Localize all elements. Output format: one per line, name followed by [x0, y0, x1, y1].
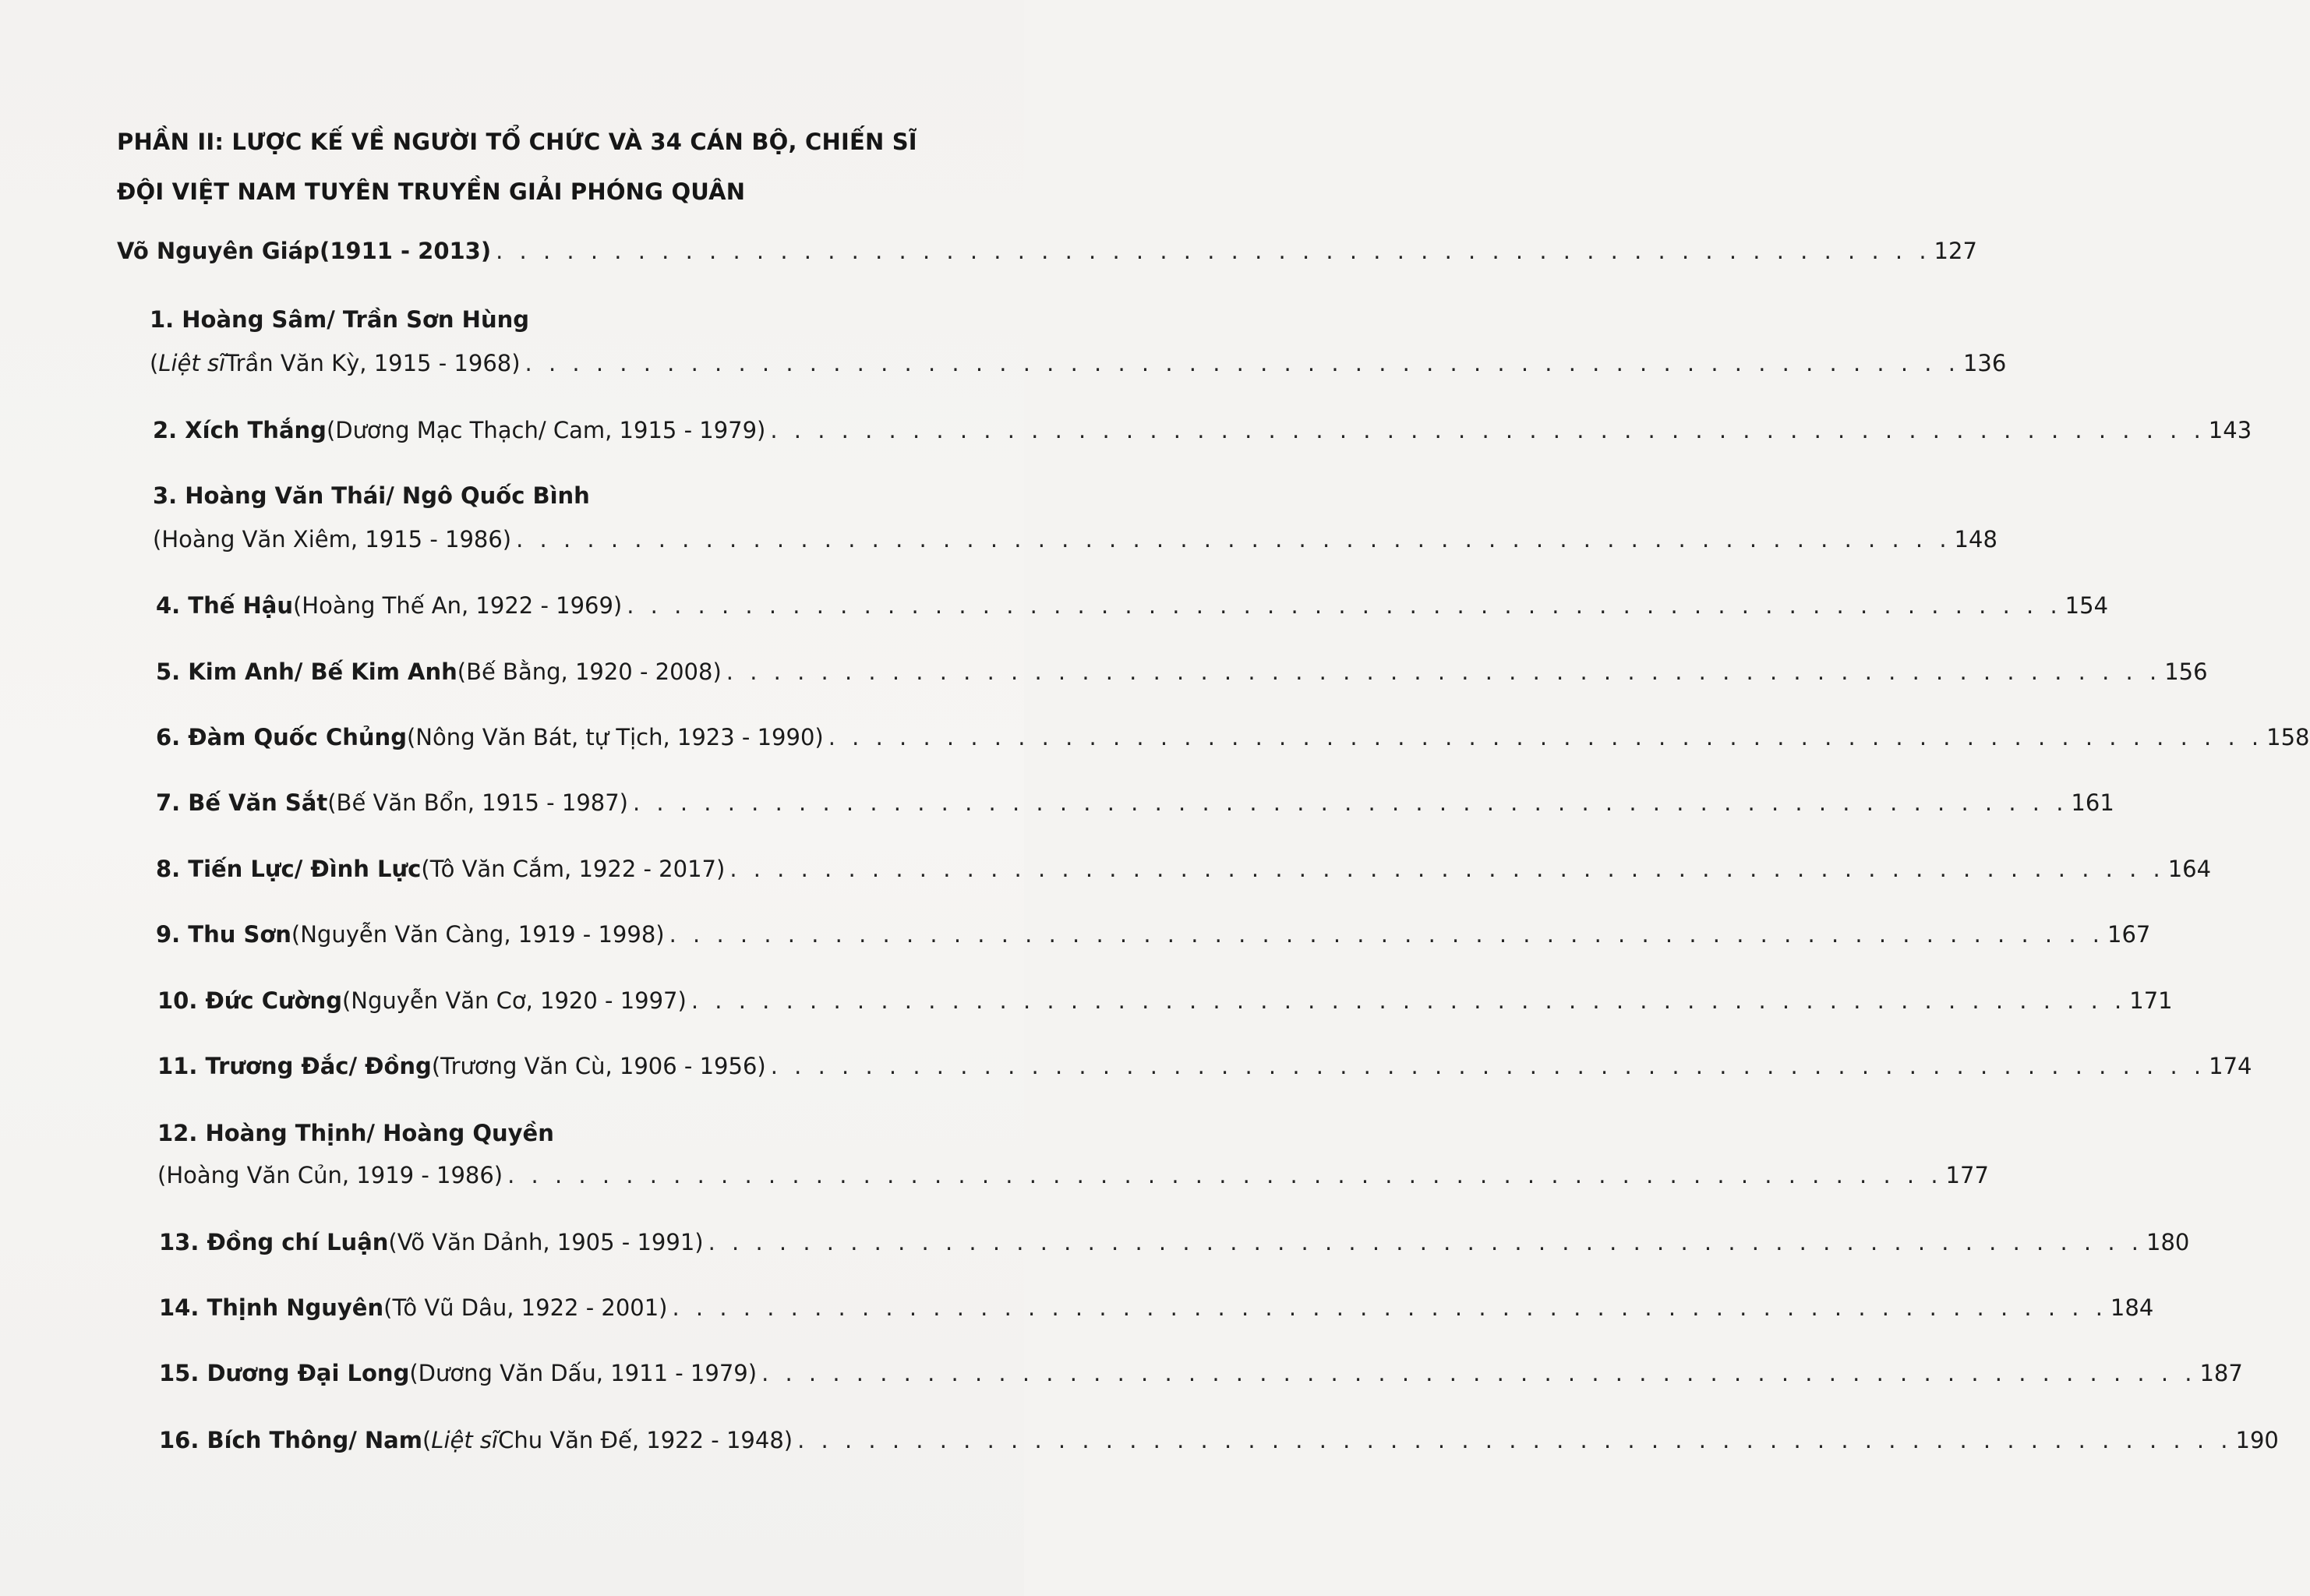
toc-entry-name: 7. Bế Văn Sắt [156, 789, 328, 816]
toc-entry-detail: Trần Văn Kỳ, 1915 - 1968) [225, 350, 521, 376]
toc-entry-open-paren: ( [422, 1427, 432, 1453]
toc-page-number: 174 [2209, 1053, 2252, 1079]
toc-entry-name: 15. Dương Đại Long [159, 1360, 410, 1386]
toc-entry-detail-italic: Liệt sĩ [431, 1427, 499, 1453]
toc-entry-detail: (Hoàng Thế An, 1922 - 1969) [292, 592, 623, 619]
toc-entry-detail: (1911 - 2013) [319, 238, 492, 264]
toc-entry-detail: (Hoàng Văn Xiêm, 1915 - 1986) [153, 526, 512, 553]
leader-dots: . . . . . . . . . . . . . . . . . . . . . . . . . . . . . . . . . . . . . . . . . . . . . . . . . . . . . . . . . . . . . [525, 350, 1960, 376]
toc-entry-detail: (Trương Văn Cù, 1906 - 1956) [431, 1053, 766, 1079]
toc-page-number: 127 [1934, 238, 1977, 264]
toc-entry-detail: (Võ Văn Dảnh, 1905 - 1991) [388, 1229, 704, 1255]
toc-entry-detail: (Dương Mạc Thạch/ Cam, 1915 - 1979) [326, 417, 766, 443]
toc-entry-detail: (Bế Văn Bổn, 1915 - 1987) [327, 789, 628, 816]
toc-page-number: 161 [2071, 789, 2114, 816]
toc-entry-detail: (Nông Văn Bát, tự Tịch, 1923 - 1990) [406, 724, 824, 750]
toc-page-number: 180 [2146, 1229, 2190, 1255]
toc-page-number: 154 [2065, 592, 2109, 619]
toc-page-number: 177 [1945, 1162, 1989, 1188]
toc-page-number: 148 [1954, 526, 1997, 553]
toc-page-number: 158 [2266, 724, 2310, 750]
toc-entry-detail: (Tô Văn Cắm, 1922 - 2017) [421, 856, 726, 882]
leader-dots: . . . . . . . . . . . . . . . . . . . . . . . . . . . . . . . . . . . . . . . . . . . . . . . . . . . . . . . . . . . . . [729, 856, 2165, 882]
toc-entry-open-paren: ( [150, 350, 159, 376]
toc-entry-name: 6. Đàm Quốc Chủng [156, 724, 407, 750]
toc-page-number: 164 [2167, 856, 2212, 882]
leader-dots: . . . . . . . . . . . . . . . . . . . . . . . . . . . . . . . . . . . . . . . . . . . . . . . . . . . . . . . . . . . . . [770, 417, 2206, 443]
toc-entry-name: 10. Đức Cường [157, 987, 342, 1014]
toc-entry-detail-italic: Liệt sĩ [158, 350, 226, 376]
toc-entry-name: 4. Thế Hậu [156, 592, 293, 619]
leader-dots: . . . . . . . . . . . . . . . . . . . . . . . . . . . . . . . . . . . . . . . . . . . . . . . . . . . . . . . . . . . . . [770, 1053, 2206, 1079]
toc-entry-name: 16. Bích Thông/ Nam [159, 1427, 422, 1453]
toc-entry-detail: Chu Văn Đế, 1922 - 1948) [498, 1427, 793, 1453]
leader-dots: . . . . . . . . . . . . . . . . . . . . . . . . . . . . . . . . . . . . . . . . . . . . . . . . . . . . . . . . . . . . . [633, 789, 2068, 816]
toc-entry-name: 2. Xích Thắng [153, 417, 327, 443]
toc-entry-name: 13. Đồng chí Luận [159, 1229, 389, 1255]
leader-dots: . . . . . . . . . . . . . . . . . . . . . . . . . . . . . . . . . . . . . . . . . . . . . . . . . . . . . . . . . . . . . [507, 1162, 1943, 1188]
toc-entry-detail: (Bế Bằng, 1920 - 2008) [457, 659, 722, 685]
toc-page-number: 143 [2208, 417, 2252, 443]
leader-dots: . . . . . . . . . . . . . . . . . . . . . . . . . . . . . . . . . . . . . . . . . . . . . . . . . . . . . . . . . . . . . [797, 1427, 2233, 1453]
toc-entry-name: 1. Hoàng Sâm/ Trần Sơn Hùng [150, 306, 529, 333]
toc-entry-name: 12. Hoàng Thịnh/ Hoàng Quyền [157, 1120, 554, 1146]
leader-dots: . . . . . . . . . . . . . . . . . . . . . . . . . . . . . . . . . . . . . . . . . . . . . . . . . . . . . . . . . . . . . [828, 724, 2264, 750]
leader-dots: . . . . . . . . . . . . . . . . . . . . . . . . . . . . . . . . . . . . . . . . . . . . . . . . . . . . . . . . . . . . . [672, 1294, 2107, 1321]
leader-dots: . . . . . . . . . . . . . . . . . . . . . . . . . . . . . . . . . . . . . . . . . . . . . . . . . . . . . . . . . . . . . [691, 987, 2127, 1014]
toc-page-number: 136 [1962, 350, 2007, 376]
leader-dots: . . . . . . . . . . . . . . . . . . . . . . . . . . . . . . . . . . . . . . . . . . . . . . . . . . . . . . . . . . . . . [708, 1229, 2144, 1255]
toc-entry-detail: (Nguyễn Văn Càng, 1919 - 1998) [291, 921, 665, 948]
toc-entry-detail: (Tô Vũ Dâu, 1922 - 2001) [383, 1294, 668, 1321]
toc-entry-detail: (Nguyễn Văn Cơ, 1920 - 1997) [341, 987, 687, 1014]
toc-page-number: 156 [2164, 659, 2208, 685]
toc-entry-name: Võ Nguyên Giáp [117, 238, 320, 264]
leader-dots: . . . . . . . . . . . . . . . . . . . . . . . . . . . . . . . . . . . . . . . . . . . . . . . . . . . . . . . . . . . . . [669, 921, 2105, 948]
toc-page-number: 167 [2107, 921, 2151, 948]
section-heading [117, 117, 917, 217]
leader-dots: . . . . . . . . . . . . . . . . . . . . . . . . . . . . . . . . . . . . . . . . . . . . . . . . . . . . . . . . . . . . . [627, 592, 2062, 619]
toc-page-number: 190 [2235, 1427, 2279, 1453]
leader-dots: . . . . . . . . . . . . . . . . . . . . . . . . . . . . . . . . . . . . . . . . . . . . . . . . . . . . . . . . . . . . . [726, 659, 2162, 685]
toc-entry-detail: (Dương Văn Dấu, 1911 - 1979) [409, 1360, 758, 1386]
toc-page-number: 187 [2199, 1360, 2243, 1386]
section-heading-line-2: ĐỘI VIỆT NAM TUYÊN TRUYỀN GIẢI PHÓNG QUÂN [117, 178, 746, 205]
toc-entry-name: 14. Thịnh Nguyên [159, 1294, 384, 1321]
toc-entry-name: 5. Kim Anh/ Bế Kim Anh [156, 659, 457, 685]
leader-dots: . . . . . . . . . . . . . . . . . . . . . . . . . . . . . . . . . . . . . . . . . . . . . . . . . . . . . . . . . . . . . [761, 1360, 2197, 1386]
toc-entry-detail: (Hoàng Văn Củn, 1919 - 1986) [157, 1162, 503, 1188]
toc-entry-name: 8. Tiến Lực/ Đình Lực [156, 856, 422, 882]
toc-page-number: 184 [2110, 1294, 2154, 1321]
toc-entry-name: 3. Hoàng Văn Thái/ Ngô Quốc Bình [153, 482, 590, 509]
toc-entry-name: 11. Trương Đắc/ Đồng [157, 1053, 432, 1079]
leader-dots: . . . . . . . . . . . . . . . . . . . . . . . . . . . . . . . . . . . . . . . . . . . . . . . . . . . . . . . . . . . . . [496, 238, 1931, 264]
section-heading-line-1: PHẦN II: LƯỢC KẾ VỀ NGƯỜI TỔ CHỨC VÀ 34 CÁN BỘ, CHIẾN SĨ [117, 129, 917, 155]
toc-entry-name: 9. Thu Sơn [156, 921, 291, 948]
leader-dots: . . . . . . . . . . . . . . . . . . . . . . . . . . . . . . . . . . . . . . . . . . . . . . . . . . . . . . . . . . . . . [516, 526, 1951, 553]
toc-page-number: 171 [2129, 987, 2173, 1014]
